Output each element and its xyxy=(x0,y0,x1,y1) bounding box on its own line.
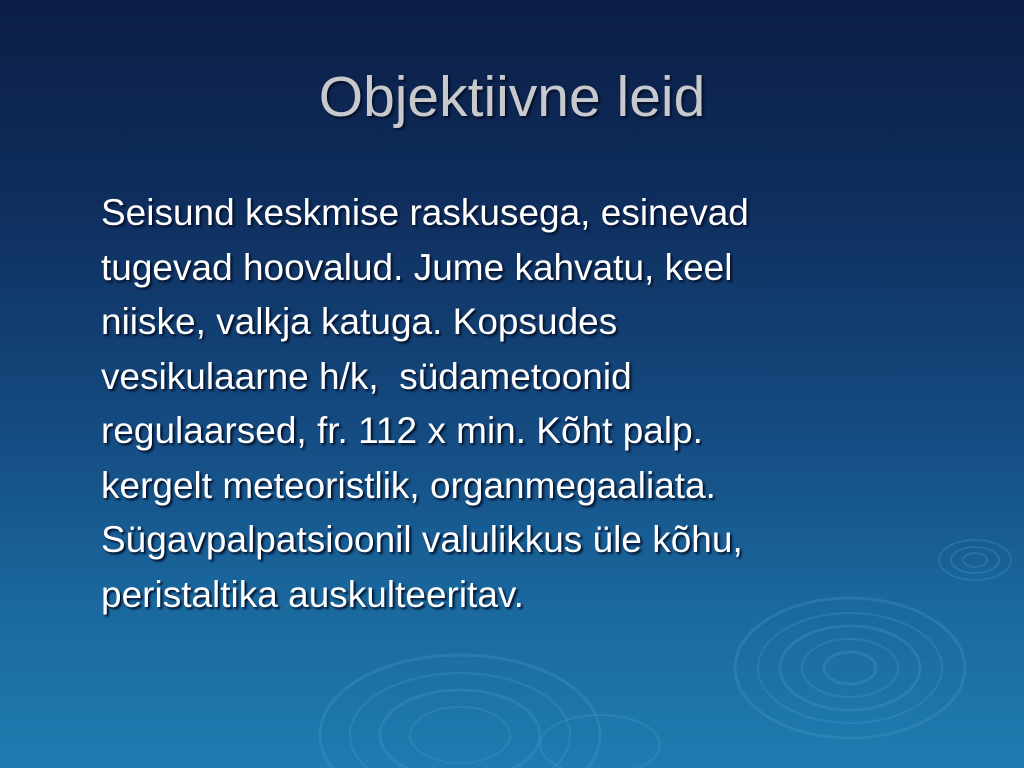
body-line: regulaarsed, fr. 112 x min. Kõht palp. xyxy=(101,410,703,451)
body-line: vesikulaarne h/k, südametoonid xyxy=(101,355,632,397)
slide-body xyxy=(101,186,961,622)
body-line: Seisund keskmise raskusega, esinevad xyxy=(101,192,749,233)
body-line: niiske, valkja katuga. Kopsudes xyxy=(101,301,618,342)
slide-title: Objektiivne leid xyxy=(318,65,706,129)
body-line: Sügavpalpatsioonil valulikkus üle kõhu, xyxy=(101,519,743,560)
body-line: kergelt meteoristlik, organmegaaliata. xyxy=(101,464,716,506)
body-line: peristaltika auskulteeritav. xyxy=(101,573,524,615)
body-line: tugevad hoovalud. Jume kahvatu, keel xyxy=(101,246,733,288)
